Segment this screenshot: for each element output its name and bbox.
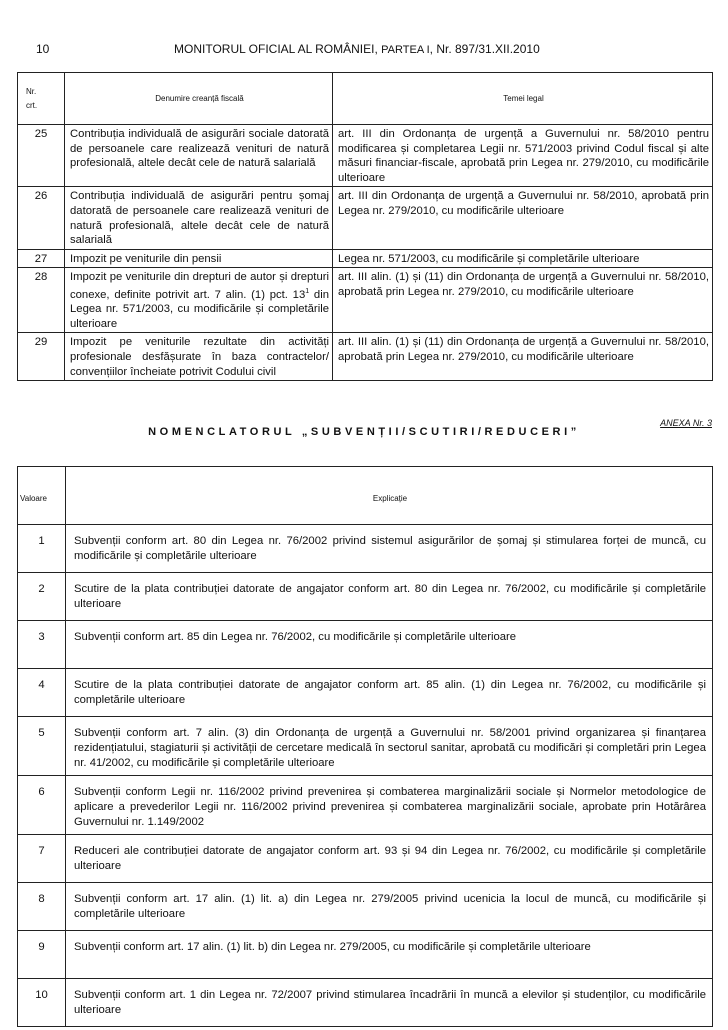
table-row [18,776,713,835]
claim-name: Impozit pe veniturile din pensii [65,249,333,268]
row-explanation: Subvenții conform art. 85 din Legea nr. 76/2002, cu modificările și completările ulterioare [66,621,713,669]
legal-basis: art. III din Ordonanța de urgență a Guvernului nr. 58/2010, aprobată prin Legea nr. 279/2010, cu modificările ulterioare [333,187,713,249]
subsidies-table [17,466,713,1027]
page-header [18,42,718,62]
table-row [18,621,713,669]
table-row [18,979,713,1027]
claim-name: Contribuția individuală de asigurări sociale datorată de persoanele care realizează venituri de natură profesională, altele decât cele de natură salarială [65,125,333,187]
row-number: 26 [18,187,65,249]
column-header-explanation: Explicație [66,467,713,525]
row-explanation: Scutire de la plata contribuției datorate de angajator conform art. 80 din Legea nr. 76/2002, cu modificările și completările ulterioare [66,573,713,621]
row-value: 5 [18,717,66,776]
row-value: 4 [18,669,66,717]
row-value: 9 [18,931,66,979]
row-value: 2 [18,573,66,621]
row-value: 1 [18,525,66,573]
row-explanation: Subvenții conform art. 17 alin. (1) lit. b) din Legea nr. 279/2005, cu modificările și completările ulterioare [66,931,713,979]
column-header-basis: Temei legal [333,73,713,125]
superscript: 1 [305,287,310,295]
table-row [18,333,713,381]
table-header-row [18,467,713,525]
row-value: 6 [18,776,66,835]
title-part: PARTEA I [381,44,430,56]
title-issue: , Nr. 897/31.XII.2010 [429,42,540,56]
table-row [18,125,713,187]
annex-label: ANEXA Nr. 3 [660,418,712,428]
table-row [18,268,713,333]
table-header-row [18,73,713,125]
legal-basis: art. III alin. (1) și (11) din Ordonanța de urgență a Guvernului nr. 58/2010, aprobată prin Legea nr. 279/2010, cu modificările ulterioare [333,333,713,381]
column-header-nr: Nr. crt. [18,73,65,125]
table-row [18,883,713,931]
row-explanation: Reduceri ale contribuției datorate de angajator conform art. 93 și 94 din Legea nr. 76/2002, cu modificările și completările ulterioare [66,835,713,883]
table-row [18,525,713,573]
legal-basis: art. III din Ordonanța de urgență a Guvernului nr. 58/2010 pentru modificarea și completarea Legii nr. 571/2003 privind Codul fiscal și alte măsuri financiar-fiscale, aprobată prin Legea nr. 279/2010, cu modificările ulterioare [333,125,713,187]
column-header-name: Denumire creanță fiscală [65,73,333,125]
row-value: 3 [18,621,66,669]
legal-basis: Legea nr. 571/2003, cu modificările și completările ulterioare [333,249,713,268]
title-main: MONITORUL OFICIAL AL ROMÂNIEI, [174,42,382,56]
row-number: 27 [18,249,65,268]
row-value: 8 [18,883,66,931]
table-row [18,931,713,979]
page-title [174,42,540,56]
row-explanation: Subvenții conform art. 1 din Legea nr. 72/2007 privind stimularea încadrării în muncă a elevilor și studenților, cu modificările ulterioare [66,979,713,1027]
claim-name: Impozit pe veniturile rezultate din activități profesionale desfășurate în baza contractelor/ convențiilor încheiate potrivit Codului civil [65,333,333,381]
row-explanation: Scutire de la plata contribuției datorate de angajator conform art. 85 alin. (1) din Legea nr. 76/2002, cu modificările și completările ulterioare [66,669,713,717]
claim-name: Contribuția individuală de asigurări pentru șomaj datorată de persoanele care realizează venituri de natură profesională, altele decât cele de natură salarială [65,187,333,249]
row-explanation: Subvenții conform Legii nr. 116/2002 privind prevenirea și combaterea marginalizării sociale și Normelor metodologice de aplicare a prevederilor Legii nr. 116/2002 privind prevenirea și combaterea marginalizării sociale, aprobate prin Hotărârea Guvernului nr. 1.149/2002 [66,776,713,835]
claim-name: Impozit pe veniturile din drepturi de autor și drepturi conexe, definite potrivit art. 7 alin. (1) pct. $13^1$ din Legea nr. 571/2003, cu modificările și completările ulterioare [65,268,333,333]
table-row [18,573,713,621]
row-explanation: Subvenții conform art. 80 din Legea nr. 76/2002 privind sistemul asigurărilor de șomaj și stimularea forței de muncă, cu modificările și completările ulterioare [66,525,713,573]
row-number: 29 [18,333,65,381]
table-row [18,669,713,717]
row-explanation: Subvenții conform art. 7 alin. (3) din Ordonanța de urgență a Guvernului nr. 58/2001 privind organizarea și finanțarea rezidențiatului, stagiaturii și activității de cercetare medicală în sectorul sanitar, aprobată cu modificări și completări prin Legea nr. 41/2002, cu modificările și completările ulterioare [66,717,713,776]
table-row [18,717,713,776]
table-row [18,835,713,883]
table-row [18,187,713,249]
legal-basis: art. III alin. (1) și (11) din Ordonanța de urgență a Guvernului nr. 58/2010, aprobată prin Legea nr. 279/2010, cu modificările ulterioare [333,268,713,333]
row-number: 28 [18,268,65,333]
row-value: 10 [18,979,66,1027]
row-number: 25 [18,125,65,187]
fiscal-claims-table [17,72,713,381]
row-explanation: Subvenții conform art. 17 alin. (1) lit. a) din Legea nr. 279/2005 privind ucenicia la locul de muncă, cu modificările și completările ulterioare [66,883,713,931]
table-row [18,249,713,268]
column-header-value: Valoare [18,467,66,525]
row-value: 7 [18,835,66,883]
page-number: 10 [36,42,50,56]
nomenclator-title: NOMENCLATORUL „SUBVENȚII/SCUTIRI/REDUCERI” [148,426,580,438]
